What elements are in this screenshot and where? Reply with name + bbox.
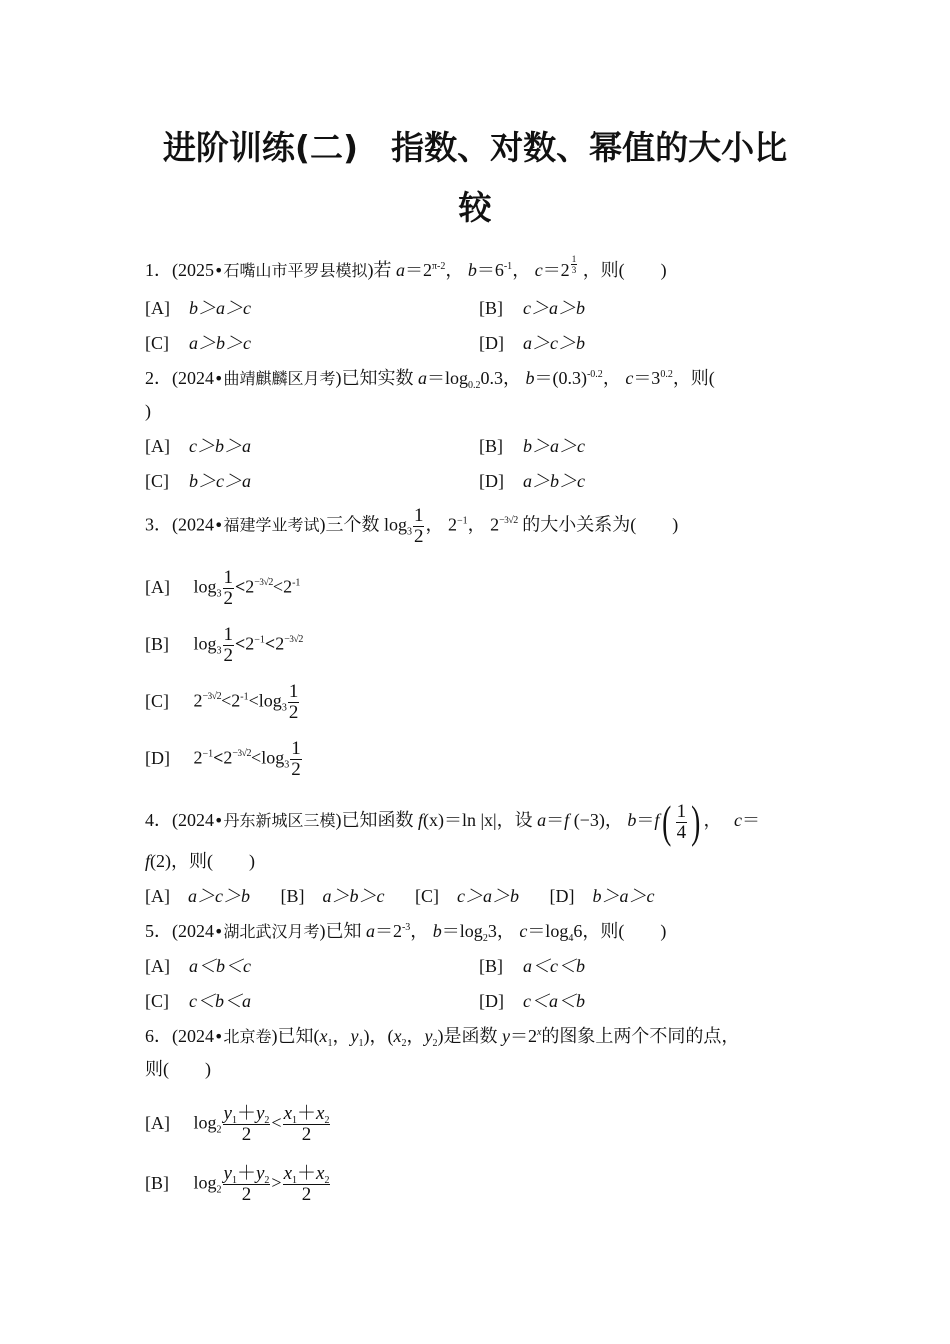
option-1b[interactable]: [B] c＞a＞b	[479, 298, 585, 318]
option-3a[interactable]: [A] $\log_3$ $\frac{1}{2}$ $<2^{-3√2}<2^{-1}$	[145, 567, 301, 609]
option-4a[interactable]: [A] a＞c＞b	[145, 886, 250, 906]
option-5a[interactable]: [A] a＜b＜c	[145, 956, 251, 976]
question-2-stem: 2．(2024•曲靖麒麟区月考)已知实数 $a=\log_{0.2}0.3$， $b=(0.3)^{-0.2}$， $c=3^{0.2}$，则(	[145, 368, 715, 391]
question-1-stem: 1．(2025•石嘴山市平罗县模拟)若 $a=2^{\pi-2}$， $b=6^{-1}$， c＝2 $^{\frac{1}{3}}$ ，则( )	[145, 254, 667, 280]
option-4b[interactable]: [B] a＞b＞c	[280, 886, 385, 906]
question-3-stem: 3．(2024•福建学业考试)三个数 $\log_3$ $\frac{1}{2}$ ， $2^{-1}$， $2^{-3√2}$ 的大小关系为( )	[145, 505, 679, 547]
page-title	[120, 118, 830, 238]
option-3c[interactable]: [C] $2^{-3√2}<2^{-1}<\log_3$ $\frac{1}{2}$	[145, 681, 299, 723]
option-5c[interactable]: [C] c＜b＜a	[145, 991, 251, 1011]
option-6a[interactable]: [A] $\log_2$ $\frac{y_1+y_2}{2}$ < $\frac{x_1+x_2}{2}$	[145, 1103, 330, 1145]
title-line-1: 进阶训练(二) 指数、对数、幂值的大小比	[162, 128, 788, 167]
option-2b[interactable]: [B] b＞a＞c	[479, 436, 585, 456]
option-6b[interactable]: [B] $\log_2$ $\frac{y_1+y_2}{2}$ > $\frac{x_1+x_2}{2}$	[145, 1163, 330, 1205]
option-4c[interactable]: [C] c＞a＞b	[415, 886, 519, 906]
option-5d[interactable]: [D] c＜a＜b	[479, 991, 585, 1011]
option-1d[interactable]: [D] a＞c＞b	[479, 333, 585, 353]
option-1a[interactable]: [A] b＞a＞c	[145, 298, 251, 318]
question-4-stem-cont: f(2)，则( )	[145, 851, 255, 871]
options-4	[145, 884, 655, 908]
option-3b[interactable]: [B] $\log_3$ $\frac{1}{2}$ $<2^{-1}<2^{-3√2}$	[145, 624, 303, 666]
question-4-stem: 4．(2024•丹东新城区三模)已知函数 f(x)＝ln |x|，设 a＝f (−3)， b＝f( $\frac{1}{4}$ ) ， c＝	[145, 796, 760, 847]
question-6-stem-cont: 则( )	[145, 1059, 211, 1079]
question-2-stem-end: )	[145, 401, 151, 421]
option-5b[interactable]: [B] a＜c＜b	[479, 956, 585, 976]
option-4d[interactable]: [D] b＞a＞c	[549, 886, 655, 906]
option-3d[interactable]: [D] $2^{-1}<2^{-3√2}<\log_3$ $\frac{1}{2}$	[145, 738, 301, 780]
option-1c[interactable]: [C] a＞b＞c	[145, 333, 251, 353]
title-line-2: 较	[458, 188, 492, 227]
question-6-stem: 6．(2024•北京卷)已知($x_1$，$y_1$)，($x_2$，$y_2$)是函数 $y=2^x$的图象上两个不同的点，	[145, 1026, 740, 1049]
option-2c[interactable]: [C] b＞c＞a	[145, 471, 251, 491]
option-2a[interactable]: [A] c＞b＞a	[145, 436, 251, 456]
option-2d[interactable]: [D] a＞b＞c	[479, 471, 585, 491]
question-5-stem: 5．(2024•湖北武汉月考)已知 $a=2^{-3}$， $b=\log_23$， $c=\log_46$，则( )	[145, 921, 667, 944]
